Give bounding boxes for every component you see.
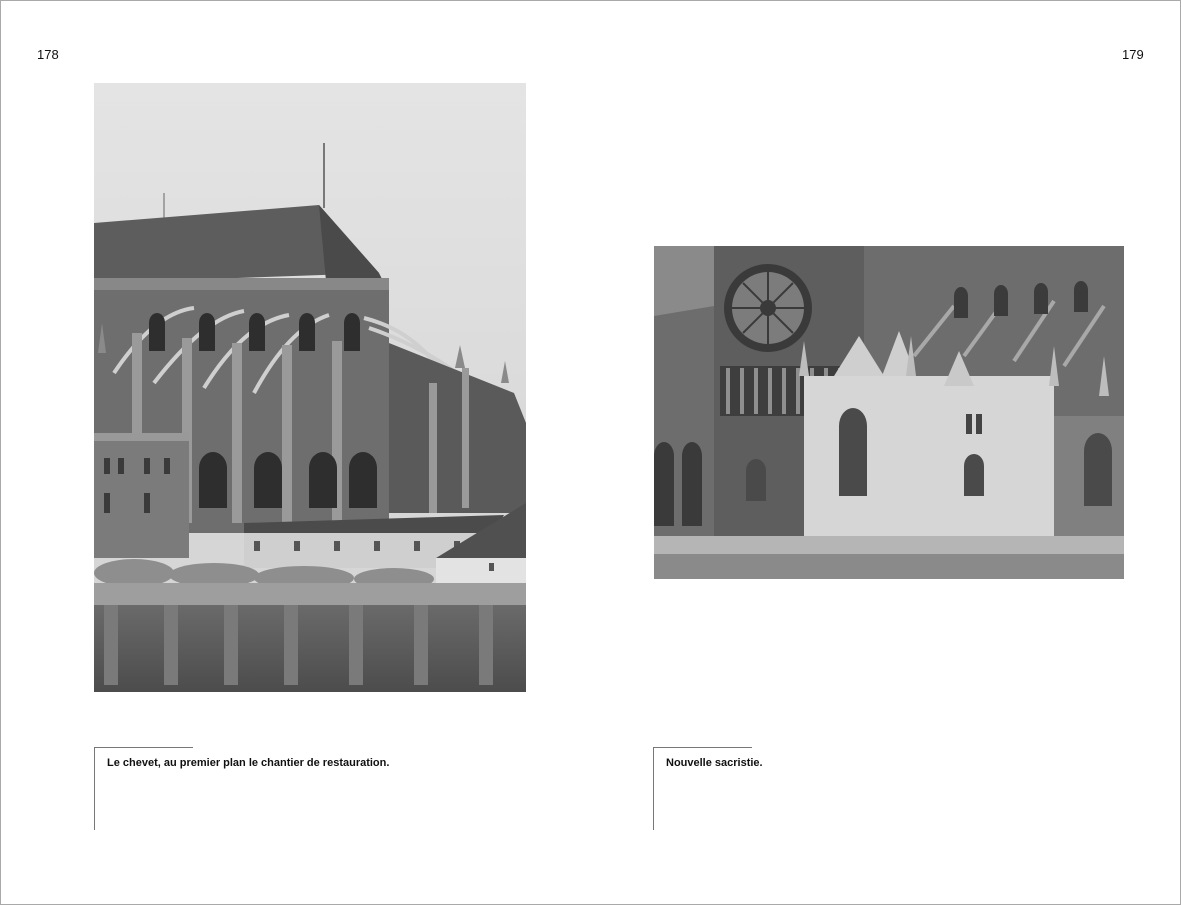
caption-left-text: Le chevet, au premier plan le chantier de restauration. (107, 757, 390, 769)
page-number-left: 178 (37, 47, 59, 62)
caption-right (653, 747, 1054, 830)
sacristy-photo (654, 246, 1124, 579)
caption-right-text: Nouvelle sacristie. (666, 757, 763, 769)
caption-left (94, 747, 495, 830)
cathedral-apse-photo (94, 83, 526, 692)
page-number-right: 179 (1122, 47, 1144, 62)
